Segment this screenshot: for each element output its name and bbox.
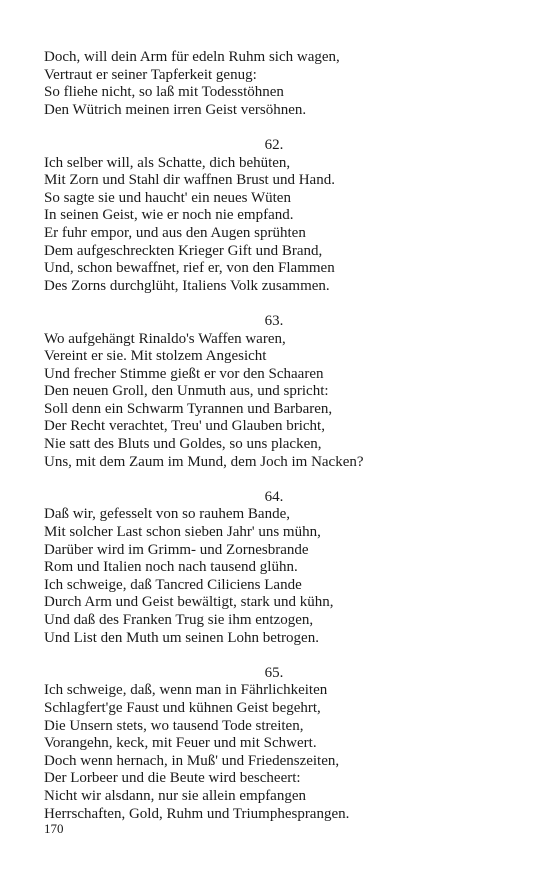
verse-line: Darüber wird im Grimm- und Zornesbrande	[44, 541, 309, 558]
verse-line: Schlagfert'ge Faust und kühnen Geist begehrt,	[44, 699, 321, 716]
verse-line: Vereint er sie. Mit stolzem Angesicht	[44, 348, 267, 365]
verse-line: Mit solcher Last schon sieben Jahr' uns mühn,	[44, 524, 321, 541]
verse-line: So fliehe nicht, so laß mit Todesstöhnen	[44, 84, 284, 101]
verse-line: Den Wütrich meinen irren Geist versöhnen.	[44, 101, 307, 118]
verse-line: Dem aufgeschreckten Krieger Gift und Brand,	[44, 242, 323, 259]
stanza-62	[44, 137, 504, 295]
verse-line: Doch wenn hernach, in Muß' und Friedenszeiten,	[44, 752, 340, 769]
verse-line: Der Lorbeer und die Beute wird bescheert:	[44, 770, 301, 787]
verse-line: Des Zorns durchglüht, Italiens Volk zusammen.	[44, 277, 330, 294]
stanza-number: 63.	[264, 312, 284, 329]
stanza-number: 64.	[264, 488, 284, 505]
stanza-65	[44, 665, 504, 823]
poem-page	[44, 49, 504, 823]
verse-line: Nicht wir alsdann, nur sie allein empfangen	[44, 787, 307, 804]
stanza-number: 62.	[264, 136, 284, 153]
stanza-63	[44, 313, 504, 471]
verse-line: Und frecher Stimme gießt er vor den Schaaren	[44, 365, 324, 382]
verse-line: So sagte sie und haucht' ein neues Wüten	[44, 189, 291, 206]
stanza-continued	[44, 49, 504, 119]
verse-line: Soll denn ein Schwarm Tyrannen und Barbaren,	[44, 400, 333, 417]
verse-line: Vorangehn, keck, mit Feuer und mit Schwert.	[44, 735, 317, 752]
verse-line: Uns, mit dem Zaum im Mund, dem Joch im Nacken?	[44, 453, 364, 470]
verse-line: Ich schweige, daß Tancred Ciliciens Lande	[44, 576, 302, 593]
stanza-64	[44, 489, 504, 647]
verse-line: Den neuen Groll, den Unmuth aus, und spricht:	[44, 383, 329, 400]
verse-line: Er fuhr empor, und aus den Augen sprühten	[44, 224, 306, 241]
page-number: 170	[44, 821, 64, 836]
verse-line: Nie satt des Bluts und Goldes, so uns placken,	[44, 436, 322, 453]
verse-line: Daß wir, gefesselt von so rauhem Bande,	[44, 506, 290, 523]
verse-line: Doch, will dein Arm für edeln Ruhm sich wagen,	[44, 49, 340, 65]
verse-line: Durch Arm und Geist bewältigt, stark und kühn,	[44, 594, 334, 611]
verse-line: Und List den Muth um seinen Lohn betrogen.	[44, 629, 319, 646]
verse-line: Mit Zorn und Stahl dir waffnen Brust und Hand.	[44, 172, 335, 189]
verse-line: Der Recht verachtet, Treu' und Glauben bricht,	[44, 418, 325, 435]
verse-line: Wo aufgehängt Rinaldo's Waffen waren,	[44, 330, 286, 347]
verse-line: Rom und Italien noch nach tausend glühn.	[44, 559, 298, 576]
verse-line: In seinen Geist, wie er noch nie empfand.	[44, 207, 294, 224]
stanza-number: 65.	[264, 664, 284, 681]
verse-line: Vertraut er seiner Tapferkeit genug:	[44, 66, 257, 83]
verse-line: Und, schon bewaffnet, rief er, von den Flammen	[44, 260, 335, 277]
verse-line: Die Unsern stets, wo tausend Tode streiten,	[44, 717, 304, 734]
verse-line: Und daß des Franken Trug sie ihm entzogen,	[44, 612, 314, 628]
verse-line: Herrschaften, Gold, Ruhm und Triumphesprangen.	[44, 805, 350, 822]
verse-line: Ich selber will, als Schatte, dich behüten,	[44, 154, 291, 171]
verse-line: Ich schweige, daß, wenn man in Fährlichkeiten	[44, 682, 328, 699]
